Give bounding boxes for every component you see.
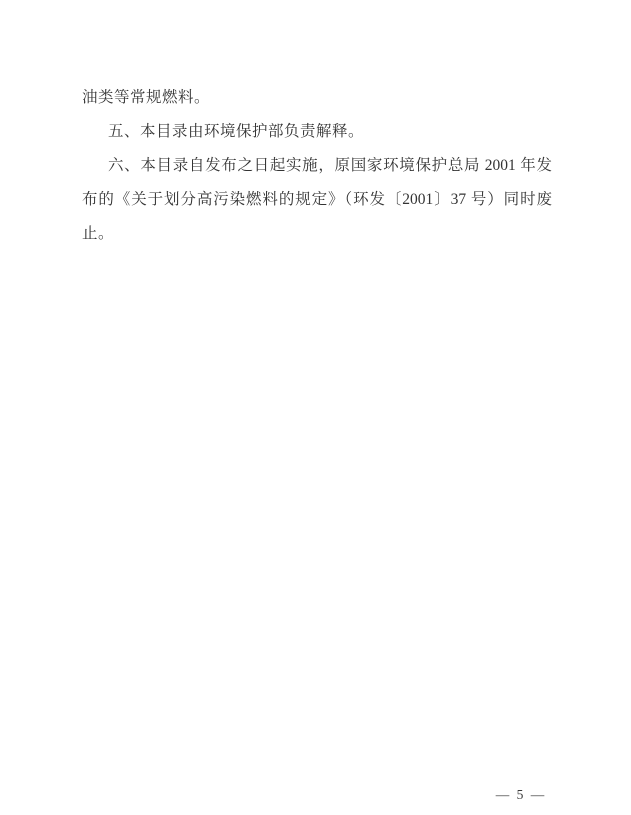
- page-number: — 5 —: [495, 787, 547, 802]
- document-text-block: [82, 81, 552, 251]
- doc-line-item-six-2: 布的《关于划分高污染燃料的规定》（环发〔2001〕37 号）同时废: [82, 191, 552, 208]
- doc-line-item-six-1: 六、本目录自发布之日起实施，原国家环境保护总局 2001 年发: [108, 157, 552, 174]
- doc-line-continuation: 油类等常规燃料。: [82, 89, 211, 106]
- doc-line-item-six-3: 止。: [82, 225, 115, 242]
- doc-line-item-five: 五、本目录由环境保护部负责解释。: [108, 123, 365, 140]
